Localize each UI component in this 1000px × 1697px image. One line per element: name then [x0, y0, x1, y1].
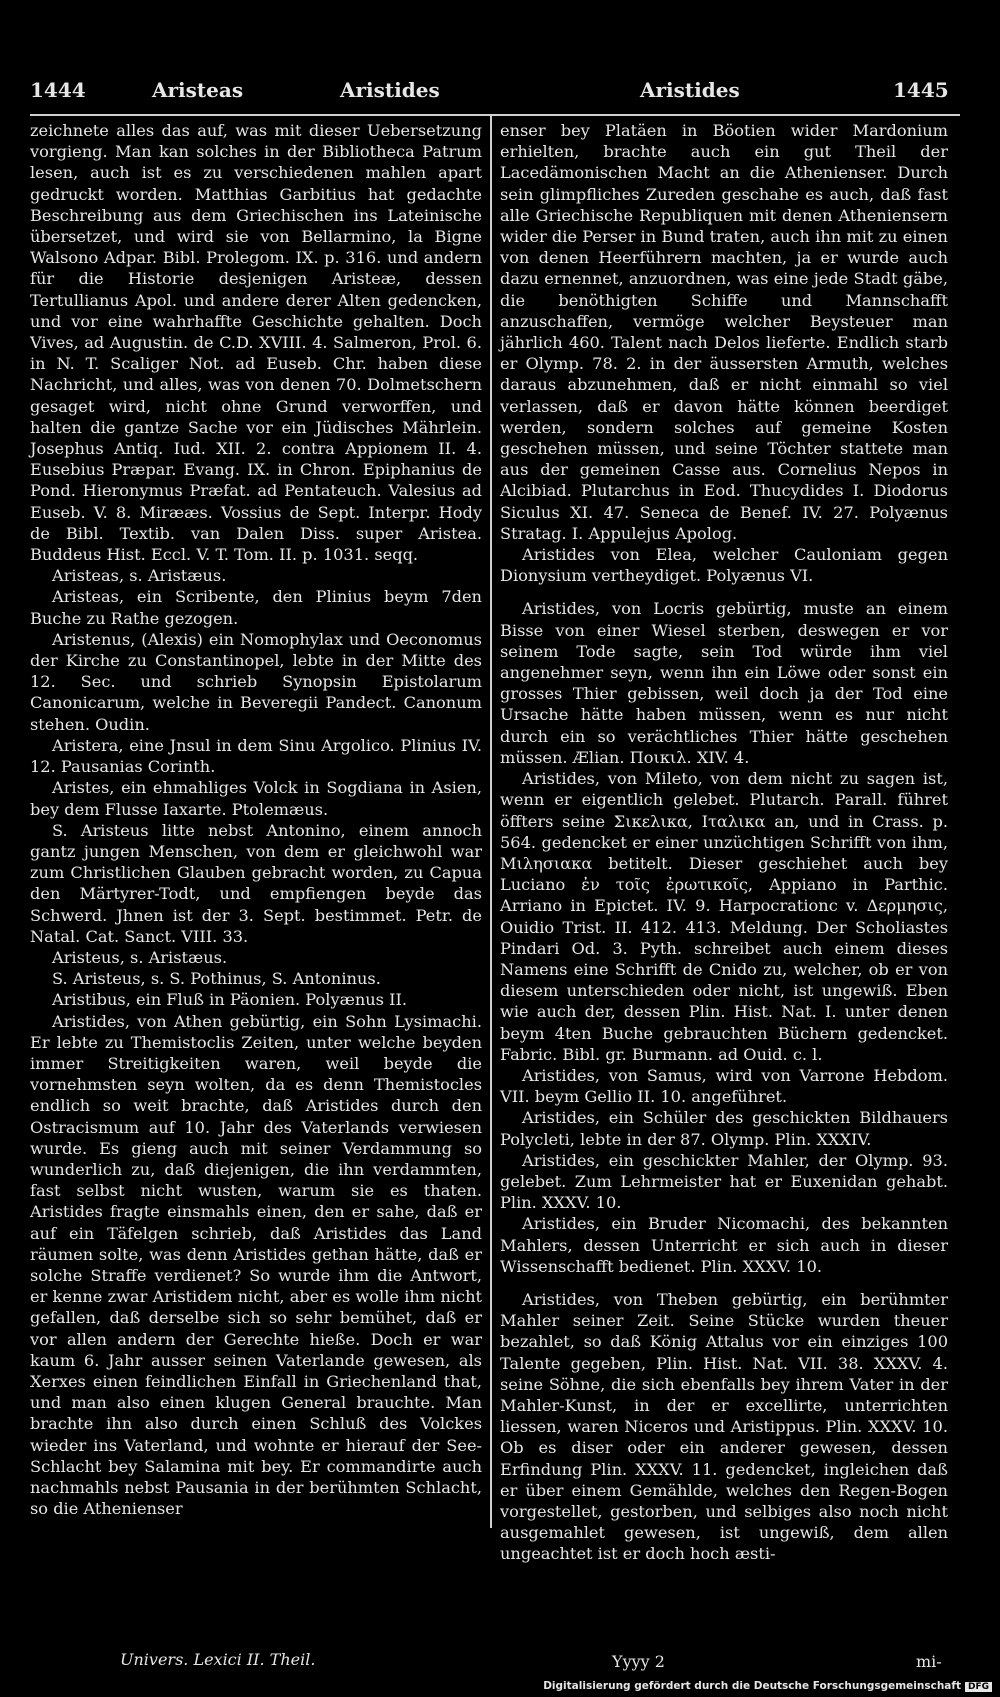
entry: Aristenus, (Alexis) ein Nomophylax und Oeconomus der Kirche zu Constantinopel, lebte in der Mitte des 12. Sec. und schrieb Synopsin Epistolarum Canonicarum, welche in Beveregii Pandect. Canonum stehen. Oudin.	[30, 629, 482, 734]
dfg-logo: DFG	[965, 1682, 992, 1692]
left-keyword-right: Aristides	[340, 78, 440, 102]
entry: Aristides, von Theben gebürtig, ein berühmter Mahler seiner Zeit. Seine Stücke wurden theuer bezahlet, so daß König Attalus vor ein einziges 100 Talente gegeben, Plin. Hist. Nat. VII. 38. XXXV. 4. seine Söhne, die sich ebenfalls bey ihrem Vater in der Mahler-Kunst, in der er excellirte, unterrichten liessen, waren Niceros und Aristippus. Plin. XXXV. 10. Ob es diser oder ein anderer gewesen, dessen Erfindung Plin. XXXV. 11. gedencket, ingleichen daß er über einem Gemählde, welches den Regen-Bogen vorgestellet, gestorben, und selbiges also noch nicht ausgemahlet gewesen, ist ungewiß, dem allen ungeachtet ist er doch hoch æsti-	[500, 1289, 948, 1564]
entry: Aristeus, s. Aristæus.	[52, 947, 228, 967]
digitization-note: Digitalisierung gefördert durch die Deutsche Forschungsgemeinschaft	[543, 1680, 961, 1692]
entry: Aristides, ein geschickter Mahler, der Olymp. 93. gelebet. Zum Lehrmeister hat er Euxenidan gehabt. Plin. XXXV. 10.	[500, 1150, 948, 1213]
right-keyword: Aristides	[640, 78, 740, 102]
entry: Aristides, ein Bruder Nicomachi, des bekannten Mahlers, dessen Unterricht er sich auch in dieser Wissenschafft bedienet. Plin. XXXV. 10.	[500, 1214, 948, 1276]
volume-signature: Univers. Lexici II. Theil.	[120, 1650, 316, 1669]
entry: Aristes, ein ehmahliges Volck in Sogdiana in Asien, bey dem Flusse Iaxarte. Ptolemæus.	[30, 778, 482, 819]
running-header	[0, 78, 1000, 112]
entry: Aristeas, s. Aristæus.	[52, 566, 227, 586]
entry: S. Aristeus, s. S. Pothinus, S. Antoninus.	[52, 969, 381, 989]
entry-continuation: enser bey Platäen in Böotien wider Mardonium erhielten, brachte auch ein gut Theil der Lacedämonischen Macht an die Athenienser. Durch sein glimpfliches Zureden geschahe es auch, daß fast alle Griechische Republiquen mit denen Atheniensern wider die Perser in Bund traten, auch ihn mit zu einen von denen Heerführern machten, ja er wurde auch dazu ernennet, anzuordnen, was eine jede Stadt gäbe, die benöthigten Schiffe und Mannschafft anzuschaffen, vermöge welcher Beysteuer man jährlich 460. Talent nach Delos lieferte. Endlich starb er Olymp. 78. 2. in der äussersten Armuth, welches daraus abzunehmen, daß er nicht einmahl so viel verlassen, daß er davon hätte können beerdiget werden, sondern solches auf gemeine Kosten geschehen müssen, und seine Töchter stattete man aus der gemeinen Casse aus. Cornelius Nepos in Alcibiad. Plutarchus in Eod. Thucydides I. Diodorus Siculus XI. 47. Seneca de Benef. IV. 27. Polyænus Stratag. I. Appulejus Apolog.	[500, 121, 948, 543]
right-page-number: 1445	[893, 78, 949, 102]
entry: Aristeas, ein Scribente, den Plinius beym 7den Buche zu Rathe gezogen.	[30, 587, 482, 628]
catchword: mi-	[916, 1652, 942, 1671]
entry: Aristides, von Locris gebürtig, muste an einem Bisse von einer Wiesel sterben, deswegen er vor seinem Tode sagte, sein Tod würde ihm viel angenehmer seyn, wenn ihn ein Löwe oder sonst ein grosses Thier gebissen, weil doch ja der Tod eine Ursache hätte haben müssen, wenn es nur nicht durch ein so verächtliches Thier hätte geschehen müssen. Ælian. Ποικιλ. XIV. 4.	[500, 599, 948, 767]
entry: Aristides, ein Schüler des geschickten Bildhauers Polycleti, lebte in der 87. Olymp. Plin. XXXIV.	[500, 1108, 948, 1149]
column-divider	[490, 116, 492, 1528]
digitization-credit	[543, 1680, 992, 1692]
entry: Aristides, von Mileto, von dem nicht zu sagen ist, wenn er eigentlich gelebet. Plutarch. Parall. führet öffters seine Σικελικα, Ιταλικα an, und in Crass. p. 564. gedencket er einer unzüchtigen Schrifft von ihm, Μιλησιακα betitelt. Dieser geschiehet auch bey Luciano ἐν τοῖς ἐρωτικοῖς, Appiano in Parthic. Arriano in Epictet. IV. 9. Harpocrationc v. Δερμησις, Ouidio Trist. II. 412. 413. Meldung. Der Scholiastes Pindari Od. 3. Pyth. schreibet auch einem dieses Namens eine Schrifft de Cnido zu, welcher, ob er von diesem unterschieden oder nicht, ist ungewiß. Eben wie auch der, dessen Plin. Hist. Nat. I. unter denen beym 4ten Buche gebrauchten Büchern gedencket. Fabric. Bibl. gr. Burmann. ad Ouid. c. l.	[500, 769, 948, 1064]
entry: S. Aristeus litte nebst Antonino, einem annoch gantz jungen Menschen, von dem er gleichwohl war zum Christlichen Glauben gebracht worden, zu Capua den Märtyrer-Todt, und empfiengen beyde das Schwerd. Jhnen ist der 3. Sept. bestimmet. Petr. de Natal. Cat. Sanct. VIII. 33.	[30, 820, 482, 946]
entry-continuation: zeichnete alles das auf, was mit dieser Uebersetzung vorgieng. Man kan solches in der Bibliotheca Patrum lesen, auch ist es zu verschiedenen mahlen apart gedruckt worden. Matthias Garbitius hat gedachte Beschreibung aus dem Griechischen ins Lateinische übersetzet, und wird sie von Bellarmino, la Bigne Walsono Adpar. Bibl. Prolegom. IX. p. 316. und andern für die Historie desjenigen Aristeæ, dessen Tertullianus Apol. und andere derer Alten gedencken, und vor eine wahrhaffte Geschichte gehalten. Doch Vives, ad Augustin. de C.D. XVIII. 4. Salmeron, Prol. 6. in N. T. Scaliger Not. ad Euseb. Chr. haben diese Nachricht, und alles, was von denen 70. Dolmetschern gesaget wird, nicht ohne Grund verworffen, und halten die gantze Sache vor ein Jüdisches Mährlein. Josephus Antiq. Iud. XII. 2. contra Appionem II. 4. Eusebius Præpar. Evang. IX. in Chron. Epiphanius de Pond. Hieronymus Præfat. ad Pentateuch. Valesius ad Euseb. V. 8. Mirææs. Vossius de Sept. Interpr. Hody de Bibl. Textib. van Dalen Diss. super Aristea. Buddeus Hist. Eccl. V. T. Tom. II. p. 1031. seqq.	[30, 121, 482, 565]
left-page-number: 1444	[30, 78, 86, 102]
entry: Aristera, eine Jnsul in dem Sinu Argolico. Plinius IV. 12. Pausanias Corinth.	[30, 735, 482, 777]
signature-mark: Yyyy 2	[612, 1652, 665, 1671]
left-keyword: Aristeas	[152, 78, 244, 102]
entry: Aristides, von Samus, wird von Varrone Hebdom. VII. beym Gellio II. 10. angeführet.	[500, 1065, 948, 1107]
entry: Aristides von Elea, welcher Cauloniam gegen Dionysium vertheydiget. Polyænus VI.	[500, 545, 948, 586]
right-column	[500, 120, 948, 1565]
entry: Aristibus, ein Fluß in Päonien. Polyænus II.	[52, 990, 408, 1010]
header-rule	[30, 114, 960, 116]
entry: Aristides, von Athen gebürtig, ein Sohn Lysimachi. Er lebte zu Themistoclis Zeiten, unter welche beyden immer Streitigkeiten waren, weil beyde die vornehmsten seyn wolten, da es denn Themistocles endlich so weit brachte, daß Aristides durch den Ostracismum auf 10. Jahr des Vaterlands verwiesen wurde. Es gieng auch mit seiner Verdammung so wunderlich zu, daß diejenigen, die ihn verdammten, fast selbst nicht wusten, warum sie es thaten. Aristides fragte einsmahls einen, den er sahe, daß er auf ein Täfelgen schrieb, daß Aristides das Land räumen solte, was denn Aristides gethan hätte, daß er solche Straffe verdienet? So wurde ihm die Antwort, er kenne zwar Aristidem nicht, aber es wolle ihm nicht gefallen, daß derselbe sich so sehr bemühet, daß er vor allen andern der Gerechte hieße. Doch er war kaum 6. Jahr ausser seinen Vaterlande gewesen, als Xerxes einen feindlichen Einfall in Griechenland that, und man also einen klugen General brauchte. Man brachte ihn also durch einen Schluß des Volckes wieder ins Vaterland, und wohnte er hierauf der See-Schlacht bey Salamina mit bey. Er commandirte auch nachmahls nebst Pausania in der berühmten Schlacht, so die Athenienser	[30, 1011, 482, 1519]
left-column	[30, 120, 482, 1519]
